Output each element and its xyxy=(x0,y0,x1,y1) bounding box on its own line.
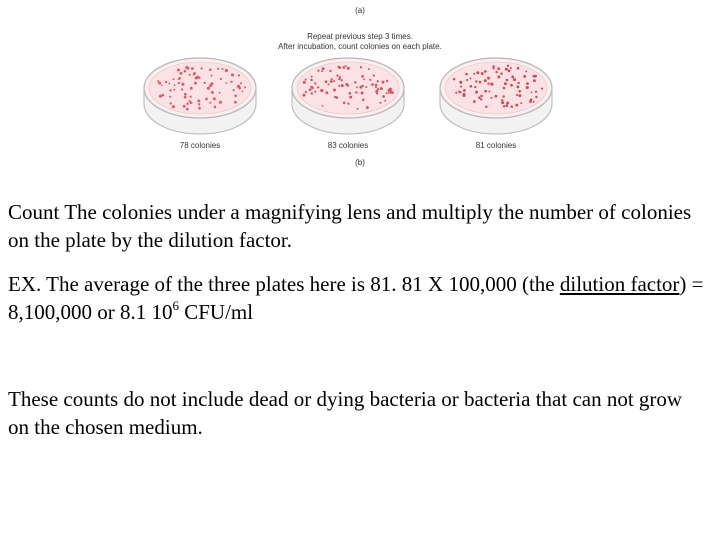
colony-dot xyxy=(181,88,183,90)
colony-dot xyxy=(505,104,508,107)
colony-dot xyxy=(530,101,532,103)
colony-dot xyxy=(517,67,520,70)
colony-dot xyxy=(474,86,476,88)
colony-dot xyxy=(475,91,478,94)
colony-dot xyxy=(231,73,234,76)
colony-dot xyxy=(526,86,529,89)
colony-dot xyxy=(181,83,184,86)
colony-dot xyxy=(186,103,189,106)
colony-dot xyxy=(388,92,390,94)
colony-dot xyxy=(317,69,319,71)
colony-dot xyxy=(463,89,466,92)
colony-dot xyxy=(507,65,509,67)
colony-dot xyxy=(478,96,481,99)
colony-dot xyxy=(244,86,246,88)
paragraph-counting-method: Count The colonies under a magnifying lens and multiply the number of colonies on the plate by the dilution factor. xyxy=(8,200,692,252)
colony-dot xyxy=(330,80,333,83)
colony-dot xyxy=(518,94,521,97)
colony-dot xyxy=(197,99,200,102)
colony-dot xyxy=(506,102,509,105)
colony-dot xyxy=(172,105,175,108)
colony-dot xyxy=(525,70,527,72)
colony-dot xyxy=(194,82,197,85)
colony-dot xyxy=(169,96,171,98)
colony-dot xyxy=(459,81,462,84)
colony-dot xyxy=(500,72,503,75)
colony-dot xyxy=(490,83,493,86)
colony-dot xyxy=(183,105,186,108)
colony-dot xyxy=(365,86,367,88)
colony-dot xyxy=(325,91,328,94)
colony-dot xyxy=(484,79,487,82)
colony-dot xyxy=(314,82,316,84)
colony-dot xyxy=(207,87,210,90)
colony-dot xyxy=(356,86,358,88)
colony-dot xyxy=(186,66,188,68)
colony-dot xyxy=(526,82,529,85)
colony-dot xyxy=(473,73,475,75)
colony-dot xyxy=(518,82,520,84)
colony-dot xyxy=(205,98,208,101)
colony-dot xyxy=(487,77,490,80)
colony-dot xyxy=(191,67,194,70)
colony-dot xyxy=(184,93,187,96)
colony-dot xyxy=(200,67,202,69)
colony-dot xyxy=(357,108,359,110)
colony-dot xyxy=(213,97,216,100)
colony-dot xyxy=(311,76,313,78)
colony-dot xyxy=(230,81,232,83)
colony-dot xyxy=(311,86,314,89)
colony-dot xyxy=(375,86,377,88)
colony-dot xyxy=(305,91,307,93)
colony-dot xyxy=(184,96,187,99)
colony-dot xyxy=(488,90,490,92)
colony-dot xyxy=(169,89,171,91)
colony-dot xyxy=(173,89,175,91)
colony-dot xyxy=(157,80,159,82)
paragraph-limitations: These counts do not include dead or dying bacteria or bacteria that can not grow on the chosen medium. xyxy=(8,387,683,439)
colony-dot xyxy=(349,92,352,95)
colony-dot xyxy=(302,94,305,97)
colony-dot xyxy=(347,103,349,105)
colony-dot xyxy=(193,72,196,75)
figure-instruction-line2: After incubation, count colonies on each plate. xyxy=(278,42,442,51)
colony-dot xyxy=(173,78,175,80)
agar-surface xyxy=(149,62,251,114)
colony-dot xyxy=(328,83,330,85)
colony-dot xyxy=(513,78,516,81)
colony-dot xyxy=(377,88,379,90)
colony-dot xyxy=(219,101,222,104)
colony-dot xyxy=(361,91,364,94)
colony-dot xyxy=(458,90,460,92)
colony-dot xyxy=(502,95,504,97)
colony-dot xyxy=(232,89,234,91)
colony-dot xyxy=(219,92,221,94)
petri-plate-1 xyxy=(140,54,260,138)
colony-dot xyxy=(480,95,483,98)
colony-dot xyxy=(170,102,172,104)
colony-dot xyxy=(511,75,514,78)
colony-dot xyxy=(343,67,345,69)
colony-dot xyxy=(335,96,338,99)
colony-dot xyxy=(174,84,176,86)
colony-dot xyxy=(455,92,457,94)
colony-dot xyxy=(490,97,492,99)
petri-plate-3 xyxy=(436,54,556,138)
colony-dot xyxy=(369,79,371,81)
colony-dot xyxy=(310,79,313,82)
colony-dot xyxy=(373,74,375,76)
colony-dot xyxy=(379,102,381,104)
colony-dot xyxy=(516,94,518,96)
colony-dot xyxy=(333,80,335,82)
colony-dot xyxy=(238,74,240,76)
colony-dot xyxy=(198,107,201,110)
colony-dot xyxy=(366,106,369,109)
colony-dot xyxy=(462,94,465,97)
paragraph-example-calculation xyxy=(8,270,708,326)
colony-dot xyxy=(497,67,500,70)
colony-dot xyxy=(495,95,498,98)
colony-dot xyxy=(479,81,482,84)
colony-dot xyxy=(497,75,500,78)
colony-dot xyxy=(321,70,323,72)
colony-dot xyxy=(382,81,385,84)
colony-dot xyxy=(508,70,511,73)
colony-dot xyxy=(376,92,378,94)
colony-dot xyxy=(532,75,535,78)
colony-dot xyxy=(198,103,200,105)
figure-label-a: (a) xyxy=(355,6,365,15)
colony-dot xyxy=(214,106,217,109)
colony-dot xyxy=(510,67,512,69)
colony-dot xyxy=(320,89,323,92)
colony-dot xyxy=(321,105,323,107)
colony-dot xyxy=(503,87,506,90)
colony-dot xyxy=(495,71,497,73)
figure-instruction-line1: Repeat previous step 3 times. xyxy=(307,32,413,41)
colony-dot xyxy=(377,80,379,82)
dilution-factor-term: dilution factor xyxy=(559,272,680,296)
colony-dot xyxy=(343,102,346,105)
colony-dot xyxy=(210,82,213,85)
colony-dot xyxy=(234,101,237,104)
colony-dot xyxy=(384,100,386,102)
colony-dot xyxy=(179,72,182,75)
colony-dot xyxy=(345,65,347,67)
petri-dish-figure xyxy=(0,0,720,185)
colony-dot xyxy=(222,68,224,70)
colony-dot xyxy=(178,82,180,84)
colony-dot xyxy=(460,86,462,88)
colony-dot xyxy=(195,76,198,79)
colony-dot xyxy=(333,89,336,92)
colony-dot xyxy=(359,86,362,89)
colony-dot xyxy=(190,96,192,98)
colony-dot xyxy=(363,78,365,80)
colony-dot xyxy=(375,84,378,87)
colony-dot xyxy=(535,96,537,98)
agar-surface xyxy=(445,62,547,114)
colony-dot xyxy=(354,81,356,83)
colony-dot xyxy=(329,70,331,72)
colony-dot xyxy=(480,98,482,100)
colony-dot xyxy=(476,71,479,74)
example-text-suffix: CFU/ml xyxy=(179,300,254,324)
example-text-mid: ) = 8,100,000 or 8.1 10 xyxy=(8,272,704,324)
colony-dot xyxy=(470,85,473,88)
colony-dot xyxy=(349,96,352,99)
colony-dot xyxy=(520,102,522,104)
colony-dot xyxy=(518,90,521,93)
colony-dot xyxy=(190,102,193,105)
colony-dot xyxy=(165,81,168,84)
colony-dot xyxy=(504,82,507,85)
colony-dot xyxy=(382,95,385,98)
colony-dot xyxy=(505,68,508,71)
colony-dot xyxy=(217,68,219,70)
colony-dot xyxy=(465,73,468,76)
colony-dot xyxy=(190,87,193,90)
colony-dot xyxy=(506,79,509,82)
colony-dot xyxy=(220,78,222,80)
colony-dot xyxy=(177,68,180,71)
colony-dot xyxy=(515,104,518,107)
colony-dot xyxy=(237,85,240,88)
plate-3-caption: 81 colonies xyxy=(475,141,517,150)
colony-dot xyxy=(337,66,340,69)
colony-dot xyxy=(303,81,306,84)
colony-dot xyxy=(314,91,316,93)
colony-dot xyxy=(211,75,213,77)
colony-dot xyxy=(535,91,537,93)
colony-dot xyxy=(531,92,533,94)
colony-dot xyxy=(309,88,312,91)
colony-dot xyxy=(487,82,489,84)
colony-dot xyxy=(225,70,227,72)
colony-dot xyxy=(347,67,350,70)
colony-dot xyxy=(485,106,487,108)
colony-dot xyxy=(511,106,514,109)
colony-dot xyxy=(368,68,370,70)
colony-dot xyxy=(361,75,364,78)
colony-dot xyxy=(523,75,526,78)
colony-dot xyxy=(168,82,170,84)
colony-dot xyxy=(360,66,362,68)
colony-dot xyxy=(453,78,456,81)
colony-dot xyxy=(338,85,340,87)
colony-dot xyxy=(492,65,494,67)
colony-dot xyxy=(501,99,503,101)
colony-dot xyxy=(204,82,206,84)
colony-dot xyxy=(311,92,313,94)
colony-dot xyxy=(240,82,242,84)
colony-dot xyxy=(530,98,533,101)
colony-dot xyxy=(339,76,341,78)
colony-dot xyxy=(481,72,484,75)
colony-dot xyxy=(336,75,338,77)
colony-dot xyxy=(484,90,487,93)
colony-dot xyxy=(380,87,383,90)
colony-dot xyxy=(355,91,357,93)
colony-dot xyxy=(341,79,343,81)
colony-dot xyxy=(189,74,191,76)
colony-dot xyxy=(341,84,344,87)
colony-dot xyxy=(322,67,325,70)
colony-dot xyxy=(392,92,394,94)
colony-dot xyxy=(371,83,374,86)
colony-dot xyxy=(234,94,237,97)
colony-dot xyxy=(362,99,365,102)
colony-dot xyxy=(473,100,476,103)
colony-dot xyxy=(325,80,328,83)
colony-dot xyxy=(209,102,211,104)
colony-dot xyxy=(209,68,212,71)
colony-dot xyxy=(160,95,163,98)
colony-dot xyxy=(541,88,543,90)
colony-dot xyxy=(211,91,214,94)
colony-dot xyxy=(317,86,319,88)
plate-2-caption: 83 colonies xyxy=(327,141,369,150)
colony-dot xyxy=(241,90,243,92)
colony-dot xyxy=(386,80,388,82)
colony-dot xyxy=(475,80,477,82)
colony-dot xyxy=(347,85,349,87)
colony-dot xyxy=(184,70,187,73)
colony-dot xyxy=(503,105,505,107)
plate-1-caption: 78 colonies xyxy=(179,141,221,150)
colony-dot xyxy=(389,88,392,91)
figure-label-b: (b) xyxy=(355,158,365,167)
colony-dot xyxy=(178,77,181,80)
petri-plate-2 xyxy=(288,54,408,138)
colony-dot xyxy=(510,84,513,87)
colony-dot xyxy=(470,77,472,79)
colony-dot xyxy=(484,70,487,73)
colony-dot xyxy=(161,85,163,87)
colony-dot xyxy=(386,92,388,94)
colony-dot xyxy=(517,86,520,89)
colony-dot xyxy=(305,79,307,81)
colony-dot xyxy=(331,78,333,80)
colony-dot xyxy=(466,79,468,81)
colony-dot xyxy=(533,79,536,82)
colony-dot xyxy=(533,101,535,103)
colony-dot xyxy=(501,101,504,104)
exponent: 6 xyxy=(172,298,179,313)
colony-dot xyxy=(225,82,227,84)
colony-dot xyxy=(186,108,189,111)
example-text-prefix: EX. The average of the three plates here is 81. 81 X 100,000 (the xyxy=(8,272,560,296)
